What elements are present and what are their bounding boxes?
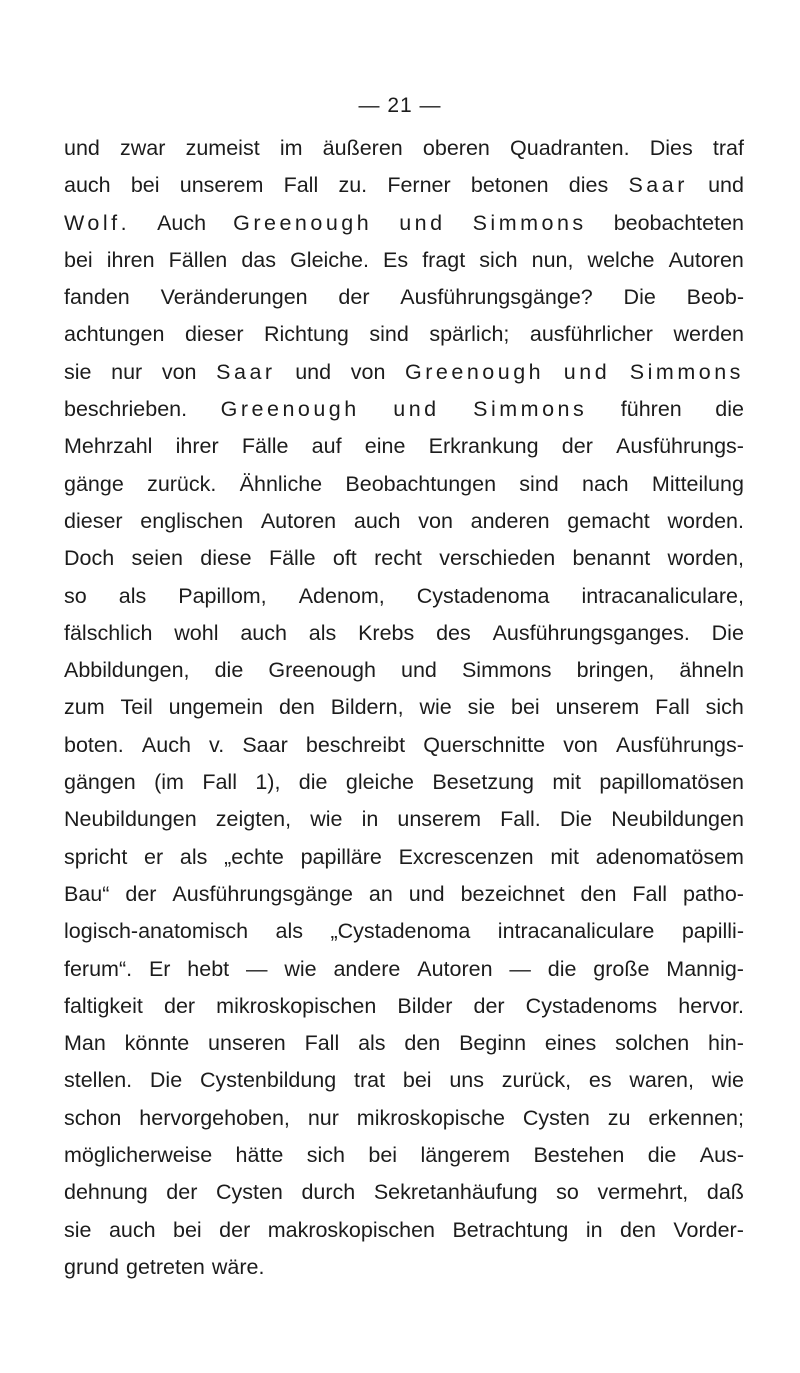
word: sind — [519, 471, 559, 496]
text-line — [64, 727, 744, 764]
word: zeigten, — [215, 807, 292, 832]
word: Cysten — [215, 1180, 283, 1205]
word: möglicherweise — [64, 1143, 213, 1168]
word: könnte — [124, 1031, 190, 1056]
word: Er — [148, 956, 171, 981]
word: auch — [240, 620, 287, 645]
word: und — [64, 136, 100, 160]
word: Auch — [141, 732, 191, 757]
word: trat — [354, 1068, 386, 1093]
word: verschieden — [439, 546, 556, 571]
word: patho- — [682, 881, 744, 906]
word: wie — [310, 807, 343, 832]
word: Greenough — [268, 658, 376, 683]
word: intracanaliculare — [497, 919, 655, 944]
word: der — [166, 1180, 198, 1205]
text-line — [64, 1100, 744, 1137]
word: von — [161, 359, 197, 384]
word: eines — [544, 1031, 597, 1056]
word: adenomatösem — [595, 844, 744, 869]
text-line — [64, 503, 744, 540]
word: als — [275, 919, 303, 944]
word: Es — [383, 247, 409, 272]
word: intracanaliculare, — [581, 583, 744, 608]
word: zu. — [338, 173, 368, 198]
word: gängen — [64, 770, 136, 795]
word: den — [278, 695, 315, 720]
word: makroskopischen — [267, 1217, 435, 1242]
word: von — [563, 732, 598, 757]
word: den — [580, 881, 617, 906]
word: sie — [64, 1217, 92, 1242]
text-line — [64, 801, 744, 838]
word: daß — [706, 1180, 744, 1205]
word: nun, — [531, 247, 574, 272]
word: — — [245, 956, 268, 981]
word: wie — [419, 695, 452, 720]
word: Saar — [628, 173, 688, 198]
word: und — [399, 210, 446, 235]
word: uns — [449, 1068, 485, 1093]
word: beschreibt — [305, 732, 406, 757]
word: hin- — [708, 1031, 744, 1056]
word: erkennen; — [648, 1105, 744, 1130]
word: Saar — [216, 359, 276, 384]
word: „echte — [224, 844, 284, 869]
word: sich — [306, 1143, 345, 1168]
word: Autoren — [668, 247, 744, 272]
word: grund — [64, 1254, 119, 1279]
word: fragt — [422, 247, 466, 272]
word: Fall. — [500, 807, 541, 832]
word: Ausführungsgänge — [172, 881, 353, 906]
word: Quadranten. — [510, 136, 630, 160]
word: andere — [333, 956, 401, 981]
word: der — [561, 434, 593, 459]
word: äußeren — [322, 136, 403, 160]
word: Ferner — [387, 173, 451, 198]
word: Krebs — [358, 620, 415, 645]
word: Fall — [283, 173, 319, 198]
word: so — [64, 583, 87, 608]
word: bei — [510, 695, 540, 720]
text-line — [64, 876, 744, 913]
word: der — [473, 993, 505, 1018]
text-line — [64, 242, 744, 279]
word: Wolf. — [64, 210, 131, 235]
word: in — [361, 807, 379, 832]
word: Teil — [120, 695, 153, 720]
word: Papillom, — [178, 583, 267, 608]
word: Fall — [655, 695, 690, 720]
word: Doch — [64, 546, 115, 571]
text-line — [64, 391, 744, 428]
word: betonen — [470, 173, 549, 198]
text-line — [64, 615, 744, 652]
word: Betrachtung — [452, 1217, 569, 1242]
word: Fall — [202, 770, 237, 795]
word: unserem — [397, 807, 482, 832]
word: Greenough — [405, 359, 545, 384]
word: in — [585, 1217, 603, 1242]
word: oft — [332, 546, 357, 571]
word: mikroskopische — [356, 1105, 505, 1130]
word: englischen — [140, 508, 244, 533]
text-line — [64, 205, 744, 242]
word: Saar — [242, 732, 288, 757]
word: faltigkeit — [64, 993, 143, 1018]
word: papilli- — [681, 919, 744, 944]
word: Fällen — [168, 247, 228, 272]
word: Gleiche. — [290, 247, 369, 272]
word: zumeist — [185, 136, 260, 160]
text-line — [64, 951, 744, 988]
text-line — [64, 1174, 744, 1211]
word: als — [358, 1031, 386, 1056]
word: Aus- — [699, 1143, 744, 1168]
text-line — [64, 988, 744, 1025]
word: worden, — [667, 546, 744, 571]
word: Die — [711, 620, 744, 645]
word: Cystadenoma — [416, 583, 550, 608]
word: mikroskopischen — [216, 993, 377, 1018]
word: Veränderungen — [160, 285, 308, 310]
text-line — [64, 130, 744, 167]
word: Simmons — [629, 359, 744, 384]
word: fanden — [64, 285, 130, 310]
word: welche — [587, 247, 655, 272]
word: bei — [368, 1143, 398, 1168]
word: und — [295, 359, 332, 384]
text-line — [64, 279, 744, 316]
word: die — [298, 770, 328, 795]
word: beobachteten — [613, 210, 744, 235]
word: traf — [712, 136, 744, 160]
word: papilläre — [300, 844, 382, 869]
text-line — [64, 1249, 744, 1286]
text-line — [64, 913, 744, 950]
word: der — [219, 1217, 251, 1242]
word: Cystadenoms — [525, 993, 658, 1018]
word: achtungen — [64, 322, 165, 347]
word: Mehrzahl — [64, 434, 153, 459]
word: stellen. — [64, 1068, 133, 1093]
text-line — [64, 354, 744, 391]
word: Die — [559, 807, 593, 832]
word: zwar — [120, 136, 166, 160]
word: Bildern, — [330, 695, 404, 720]
word: die — [547, 956, 577, 981]
word: hätte — [235, 1143, 284, 1168]
word: logisch-anatomisch — [64, 919, 249, 944]
word: Simmons — [461, 658, 552, 683]
word: bringen, — [576, 658, 655, 683]
word: und — [401, 658, 437, 683]
word: spricht — [64, 844, 128, 869]
text-line — [64, 316, 744, 353]
word: Dies — [649, 136, 693, 160]
word: ihrer — [175, 434, 219, 459]
word: recht — [374, 546, 422, 571]
word: er — [144, 844, 164, 869]
word: bei — [173, 1217, 202, 1242]
word: Fall — [304, 1031, 340, 1056]
word: führen — [620, 397, 682, 422]
word: eine — [364, 434, 406, 459]
word: sie — [64, 359, 92, 384]
text-line — [64, 839, 744, 876]
word: zurück, — [501, 1068, 572, 1093]
word: dieser — [184, 322, 244, 347]
word: Erkrankung — [428, 434, 539, 459]
word: getreten — [126, 1254, 205, 1279]
word: vermehrt, — [597, 1180, 689, 1205]
word: hervor. — [678, 993, 744, 1018]
word: Greenough — [220, 397, 360, 422]
word: und — [393, 397, 440, 422]
word: Besetzung — [432, 770, 534, 795]
word: Ausführungs- — [616, 732, 744, 757]
word: Ausführungsganges. — [492, 620, 690, 645]
word: Richtung — [264, 322, 349, 347]
word: Fall — [632, 881, 668, 906]
word: der — [338, 285, 370, 310]
word: es — [588, 1068, 612, 1093]
word: so — [556, 1180, 579, 1205]
word: gleiche — [345, 770, 414, 795]
word: gänge — [64, 471, 124, 496]
word: und — [708, 173, 744, 198]
word: bei — [64, 247, 93, 272]
text-line — [64, 1137, 744, 1174]
word: sich — [479, 247, 518, 272]
word: sie — [467, 695, 496, 720]
word: unserem — [179, 173, 264, 198]
text-line — [64, 764, 744, 801]
word: den — [404, 1031, 441, 1056]
text-line — [64, 466, 744, 503]
word: unserem — [555, 695, 640, 720]
word: Bau“ — [64, 881, 110, 906]
word: ihren — [106, 247, 155, 272]
word: das — [241, 247, 276, 272]
word: (im — [154, 770, 184, 795]
word: von — [418, 508, 453, 533]
word: Sekretanhäufung — [373, 1180, 538, 1205]
word: papillomatösen — [599, 770, 744, 795]
word: die — [647, 1143, 677, 1168]
word: v. — [209, 732, 225, 757]
word: nach — [582, 471, 629, 496]
word: Fälle — [268, 546, 316, 571]
word: Beobachtungen — [345, 471, 497, 496]
word: Simmons — [473, 397, 588, 422]
word: Die — [149, 1068, 183, 1093]
word: nur — [111, 359, 143, 384]
word: und — [563, 359, 611, 384]
word: fälschlich — [64, 620, 153, 645]
word: Autoren — [417, 956, 493, 981]
word: als — [118, 583, 147, 608]
word: Mitteilung — [651, 471, 744, 496]
word: ausführlicher — [529, 322, 653, 347]
page-number: — 21 — — [358, 94, 442, 117]
word: auch — [108, 1217, 156, 1242]
word: Fälle — [241, 434, 289, 459]
word: worden. — [667, 508, 744, 533]
word: Querschnitte — [423, 732, 546, 757]
word: Neubildungen — [64, 807, 197, 832]
word: Die — [623, 285, 656, 310]
word: als — [179, 844, 208, 869]
word: ungemein — [168, 695, 264, 720]
word: Beob- — [686, 285, 744, 310]
word: der — [125, 881, 157, 906]
word: bei — [130, 173, 160, 198]
word: als — [308, 620, 337, 645]
word: solchen — [615, 1031, 690, 1056]
word: Excrescenzen — [398, 844, 534, 869]
word: Greenough — [233, 210, 373, 235]
word: beschrieben. — [64, 397, 188, 422]
word: der — [163, 993, 196, 1018]
word: Vorder- — [673, 1217, 744, 1242]
word: wie — [711, 1068, 744, 1093]
word: Auch — [157, 210, 207, 235]
word: an — [368, 881, 393, 906]
word: wäre. — [211, 1254, 265, 1279]
word: zurück. — [147, 471, 217, 496]
word: mit — [550, 844, 580, 869]
word: auch — [353, 508, 401, 533]
text-line — [64, 652, 744, 689]
word: Bestehen — [533, 1143, 625, 1168]
word: durch — [301, 1180, 356, 1205]
word: benannt — [572, 546, 651, 571]
word: große — [593, 956, 650, 981]
word: Man — [64, 1031, 106, 1056]
word: Ausführungsgänge? — [400, 285, 593, 310]
word: längerem — [420, 1143, 511, 1168]
word: wohl — [174, 620, 219, 645]
word: — — [509, 956, 531, 981]
word: boten. — [64, 732, 124, 757]
word: auf — [311, 434, 342, 459]
word: Ausführungs- — [616, 434, 744, 459]
word: Ähnliche — [239, 471, 323, 496]
word: des — [436, 620, 471, 645]
text-line — [64, 1025, 744, 1062]
word: auch — [64, 173, 111, 198]
word: die — [715, 397, 744, 422]
word: Abbildungen, — [64, 658, 190, 683]
word: ähneln — [679, 658, 744, 683]
word: wie — [284, 956, 317, 981]
text-line — [64, 578, 744, 615]
word: bei — [402, 1068, 432, 1093]
word: sich — [705, 695, 744, 720]
word: waren, — [629, 1068, 694, 1093]
word: gemacht — [567, 508, 650, 533]
word: dehnung — [64, 1180, 148, 1205]
word: Beginn — [459, 1031, 527, 1056]
word: 1), — [255, 770, 281, 795]
word: ferum“. — [64, 956, 133, 981]
word: Cystenbildung — [199, 1068, 337, 1093]
word: Cysten — [522, 1105, 590, 1130]
word: Bilder — [397, 993, 453, 1018]
text-line — [64, 1062, 744, 1099]
text-line — [64, 540, 744, 577]
word: den — [620, 1217, 656, 1242]
word: dies — [568, 173, 609, 198]
word: seien — [131, 546, 183, 571]
word: oberen — [422, 136, 490, 160]
word: hervorgehoben, — [139, 1105, 290, 1130]
word: Simmons — [472, 210, 587, 235]
body-paragraph — [64, 130, 744, 1286]
text-line — [64, 689, 744, 726]
word: dieser — [64, 508, 123, 533]
word: hebt — [187, 956, 230, 981]
text-line — [64, 428, 744, 465]
word: sind — [369, 322, 409, 347]
word: die — [214, 658, 244, 683]
word: werden — [673, 322, 744, 347]
word: unseren — [208, 1031, 286, 1056]
word: Autoren — [260, 508, 337, 533]
word: „Cystadenoma — [330, 919, 471, 944]
word: diese — [200, 546, 252, 571]
word: schon — [64, 1105, 122, 1130]
word: zu — [607, 1105, 631, 1130]
word: bezeichnet — [460, 881, 565, 906]
text-line — [64, 167, 744, 204]
word: im — [279, 136, 303, 160]
word: Mannig- — [666, 956, 744, 981]
word: spärlich; — [429, 322, 510, 347]
word: von — [350, 359, 386, 384]
word: und — [408, 881, 445, 906]
word: anderen — [470, 508, 550, 533]
word: nur — [307, 1105, 339, 1130]
word: Neubildungen — [611, 807, 744, 832]
word: mit — [552, 770, 581, 795]
word: Adenom, — [298, 583, 385, 608]
word: zum — [64, 695, 105, 720]
text-line — [64, 1212, 744, 1249]
